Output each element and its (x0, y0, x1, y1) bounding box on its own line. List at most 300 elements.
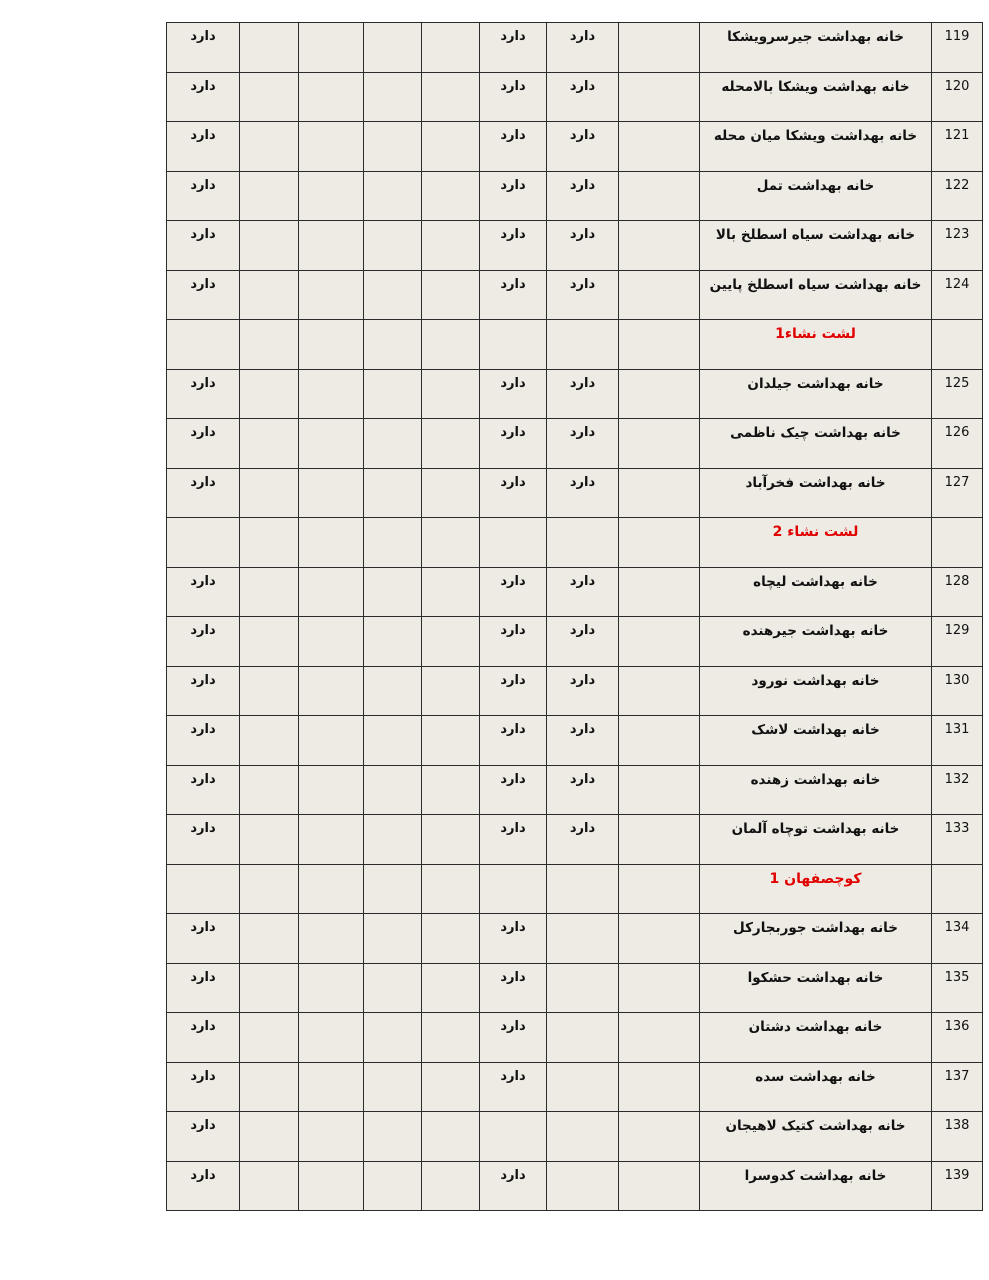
status-cell (480, 765, 547, 815)
status-cell (547, 468, 619, 518)
empty-cell (422, 72, 480, 122)
status-cell-text: دارد (500, 177, 526, 193)
facility-name (700, 666, 932, 716)
empty-cell (299, 864, 364, 914)
empty-cell (299, 221, 364, 271)
section-title-text: کوچصفهان 1 (769, 870, 862, 887)
status-cell-text: دارد (569, 177, 596, 193)
status-cell (167, 765, 240, 815)
row-number (932, 122, 983, 172)
empty-cell (364, 122, 422, 172)
row-number (932, 716, 983, 766)
status-cell (547, 1062, 619, 1112)
status-cell-text: دارد (569, 375, 596, 391)
empty-cell (299, 369, 364, 419)
empty-cell (619, 1161, 700, 1211)
status-cell (547, 815, 619, 865)
status-cell-text: دارد (500, 920, 526, 935)
empty-cell (240, 72, 299, 122)
section-title (700, 320, 932, 370)
facility-name-text: خانه بهداشت چیک ناظمی (730, 425, 901, 441)
row-number (932, 1013, 983, 1063)
empty-cell (619, 122, 700, 172)
empty-cell (422, 617, 480, 667)
status-cell (480, 72, 547, 122)
table-row (167, 765, 983, 815)
empty-cell (422, 864, 480, 914)
table-row (167, 122, 983, 172)
status-cell (547, 171, 619, 221)
empty-cell (240, 270, 299, 320)
empty-cell (299, 320, 364, 370)
status-cell (167, 1062, 240, 1112)
facility-name-text: خانه بهداشت لیچاه (753, 573, 878, 590)
status-cell-text (547, 1013, 618, 1019)
facility-name (700, 716, 932, 766)
table-row (167, 1112, 983, 1162)
status-cell (480, 221, 547, 271)
table-row (167, 815, 983, 865)
facility-name (700, 468, 932, 518)
status-cell (167, 963, 240, 1013)
status-cell-text: دارد (500, 969, 526, 985)
empty-cell (240, 1112, 299, 1162)
row-number-cell (932, 320, 983, 370)
empty-cell (422, 320, 480, 370)
row-number (932, 468, 983, 518)
status-cell-text: دارد (500, 276, 526, 292)
empty-cell (364, 369, 422, 419)
table-row (167, 1161, 983, 1211)
row-number-text: 126 (944, 425, 970, 440)
empty-cell (422, 1013, 480, 1063)
empty-cell (619, 369, 700, 419)
empty-cell (299, 963, 364, 1013)
empty-cell (240, 815, 299, 865)
empty-cell (364, 765, 422, 815)
status-cell (547, 963, 619, 1013)
table-row (167, 617, 983, 667)
table-row (167, 1013, 983, 1063)
empty-cell (422, 1112, 480, 1162)
table-row (167, 567, 983, 617)
empty-cell (167, 518, 240, 568)
empty-cell (619, 666, 700, 716)
empty-cell (619, 716, 700, 766)
row-number (932, 1112, 983, 1162)
empty-cell (240, 914, 299, 964)
empty-cell (422, 567, 480, 617)
row-number (932, 617, 983, 667)
empty-cell (422, 815, 480, 865)
empty-cell (619, 221, 700, 271)
row-number (932, 1062, 983, 1112)
status-cell-text: دارد (569, 474, 596, 490)
empty-cell (619, 1062, 700, 1112)
status-cell-text: دارد (569, 821, 596, 836)
facility-name (700, 1062, 932, 1112)
status-cell (480, 419, 547, 469)
empty-cell (299, 815, 364, 865)
row-number-text: 122 (944, 177, 970, 193)
status-cell (167, 468, 240, 518)
health-houses-table (166, 22, 983, 1211)
row-number-text: 139 (944, 1167, 970, 1183)
status-cell (547, 72, 619, 122)
facility-name (700, 122, 932, 172)
status-cell-text: دارد (190, 276, 216, 292)
empty-cell (547, 864, 619, 914)
empty-cell (364, 617, 422, 667)
status-cell-text: دارد (500, 29, 526, 44)
status-cell-text: دارد (569, 771, 596, 787)
empty-cell (240, 765, 299, 815)
status-cell (547, 1112, 619, 1162)
status-cell-text: دارد (500, 1068, 526, 1084)
empty-cell (364, 1062, 422, 1112)
empty-cell (422, 171, 480, 221)
empty-cell (364, 815, 422, 865)
empty-cell (299, 1062, 364, 1112)
status-cell-text: دارد (190, 969, 216, 985)
table-row (167, 23, 983, 73)
empty-cell (619, 171, 700, 221)
table-row (167, 666, 983, 716)
empty-cell (240, 666, 299, 716)
empty-cell (364, 1161, 422, 1211)
status-cell (167, 270, 240, 320)
empty-cell (299, 518, 364, 568)
empty-cell (619, 518, 700, 568)
status-cell-text: دارد (500, 474, 526, 490)
empty-cell (547, 320, 619, 370)
status-cell-text: دارد (190, 78, 216, 94)
empty-cell (547, 518, 619, 568)
empty-cell (364, 1013, 422, 1063)
status-cell-text: دارد (569, 29, 596, 44)
row-number-text: 125 (944, 375, 970, 391)
empty-cell (422, 468, 480, 518)
status-cell (480, 1062, 547, 1112)
empty-cell (422, 270, 480, 320)
table-row (167, 468, 983, 518)
section-row (167, 864, 983, 914)
row-number-text: 119 (944, 29, 970, 44)
empty-cell (299, 1161, 364, 1211)
status-cell-text: دارد (569, 722, 596, 737)
facility-name-text: خانه بهداشت جیلدان (747, 375, 884, 392)
empty-cell (422, 1062, 480, 1112)
empty-cell (364, 666, 422, 716)
status-cell-text (547, 1063, 618, 1069)
status-cell (167, 716, 240, 766)
facility-name (700, 1161, 932, 1211)
row-number-text: 124 (944, 276, 970, 292)
row-number (932, 419, 983, 469)
empty-cell (422, 914, 480, 964)
empty-cell (240, 1062, 299, 1112)
row-number (932, 171, 983, 221)
status-cell (480, 963, 547, 1013)
empty-cell (240, 567, 299, 617)
empty-cell (299, 1112, 364, 1162)
row-number-text: 121 (944, 128, 970, 143)
empty-cell (619, 1013, 700, 1063)
row-number-text: 123 (944, 227, 970, 242)
empty-cell (619, 419, 700, 469)
table-row (167, 963, 983, 1013)
status-cell-text: دارد (190, 425, 216, 440)
empty-cell (299, 1013, 364, 1063)
empty-cell (299, 122, 364, 172)
status-cell (547, 221, 619, 271)
row-number-text: 131 (944, 722, 970, 737)
status-cell-text: دارد (190, 177, 216, 193)
empty-cell (619, 72, 700, 122)
status-cell-text: دارد (190, 1167, 216, 1183)
empty-cell (240, 320, 299, 370)
status-cell-text: دارد (569, 276, 596, 292)
status-cell-text: دارد (190, 474, 216, 490)
status-cell-text: دارد (500, 227, 526, 242)
status-cell (547, 270, 619, 320)
empty-cell (299, 716, 364, 766)
status-cell-text: دارد (569, 78, 596, 94)
status-cell-text (547, 1162, 618, 1168)
row-number-text: 136 (944, 1019, 970, 1034)
status-cell (167, 221, 240, 271)
row-number-text: 132 (944, 771, 970, 787)
row-number (932, 1161, 983, 1211)
facility-name-text: خانه بهداشت فخرآباد (745, 474, 886, 491)
empty-cell (299, 666, 364, 716)
status-cell (547, 666, 619, 716)
empty-cell (619, 270, 700, 320)
status-cell (167, 666, 240, 716)
status-cell-text: دارد (500, 375, 526, 391)
row-number-text: 135 (944, 969, 970, 985)
facility-name-text: خانه بهداشت جوربجارکل (733, 920, 898, 936)
facility-name (700, 963, 932, 1013)
empty-cell (167, 320, 240, 370)
row-number-text: 133 (944, 821, 970, 836)
empty-cell (364, 567, 422, 617)
status-cell-text: دارد (500, 128, 526, 143)
status-cell-text: دارد (569, 672, 596, 688)
status-cell-text: دارد (500, 672, 526, 688)
table-row (167, 221, 983, 271)
empty-cell (619, 468, 700, 518)
facility-name (700, 369, 932, 419)
empty-cell (364, 72, 422, 122)
facility-name (700, 1112, 932, 1162)
empty-cell (364, 419, 422, 469)
status-cell-text: دارد (500, 821, 526, 836)
status-cell-text: دارد (190, 1118, 216, 1133)
empty-cell (619, 320, 700, 370)
status-cell (167, 1112, 240, 1162)
empty-cell (299, 468, 364, 518)
facility-name-text: خانه بهداشت تمل (756, 177, 875, 194)
facility-name (700, 1013, 932, 1063)
row-number-text: 127 (944, 474, 970, 490)
facility-name (700, 270, 932, 320)
status-cell-text: دارد (190, 623, 216, 638)
empty-cell (299, 567, 364, 617)
facility-name (700, 171, 932, 221)
status-cell (480, 1161, 547, 1211)
empty-cell (240, 221, 299, 271)
table-row (167, 270, 983, 320)
empty-cell (299, 171, 364, 221)
table-row (167, 419, 983, 469)
empty-cell (240, 23, 299, 73)
facility-name (700, 72, 932, 122)
facility-name-text: خانه بهداشت توچاه آلمان (731, 821, 900, 837)
facility-name-text: خانه بهداشت جیرهنده (742, 623, 889, 639)
status-cell (480, 567, 547, 617)
row-number-text: 134 (944, 920, 970, 935)
empty-cell (364, 23, 422, 73)
status-cell-text: دارد (190, 920, 216, 935)
status-cell (547, 765, 619, 815)
status-cell (480, 1112, 547, 1162)
row-number-text: 129 (944, 623, 970, 638)
facility-name-text: خانه بهداشت سده (755, 1068, 876, 1085)
status-cell-text: دارد (190, 375, 216, 391)
status-cell (547, 419, 619, 469)
row-number (932, 72, 983, 122)
facility-name-text: خانه بهداشت جیرسرویشکا (727, 29, 904, 45)
facility-name (700, 765, 932, 815)
status-cell-text: دارد (500, 722, 526, 737)
row-number (932, 567, 983, 617)
row-number-text: 128 (944, 573, 970, 589)
status-cell (480, 666, 547, 716)
row-number (932, 666, 983, 716)
status-cell-text: دارد (569, 128, 596, 143)
empty-cell (240, 171, 299, 221)
facility-name-text: خانه بهداشت ویشکا بالامحله (721, 78, 910, 95)
facility-name-text: خانه بهداشت کتیک لاهیجان (725, 1118, 906, 1134)
row-number-text: 130 (944, 672, 970, 688)
status-cell (547, 617, 619, 667)
status-cell (167, 567, 240, 617)
status-cell (547, 1161, 619, 1211)
status-cell (167, 72, 240, 122)
empty-cell (619, 1112, 700, 1162)
status-cell (167, 171, 240, 221)
status-cell-text: دارد (569, 227, 596, 242)
status-cell-text (480, 1112, 546, 1118)
status-cell (547, 914, 619, 964)
facility-name (700, 914, 932, 964)
facility-name (700, 815, 932, 865)
empty-cell (422, 122, 480, 172)
row-number (932, 221, 983, 271)
row-number (932, 963, 983, 1013)
empty-cell (422, 716, 480, 766)
table-row (167, 1062, 983, 1112)
empty-cell (619, 567, 700, 617)
status-cell-text: دارد (190, 29, 216, 44)
status-cell-text: دارد (500, 425, 526, 440)
status-cell (480, 617, 547, 667)
empty-cell (240, 617, 299, 667)
row-number-cell (932, 864, 983, 914)
status-cell (480, 716, 547, 766)
empty-cell (240, 1161, 299, 1211)
empty-cell (364, 518, 422, 568)
status-cell-text: دارد (190, 722, 216, 737)
status-cell (480, 815, 547, 865)
facility-name-text: خانه بهداشت لاشک (751, 722, 880, 738)
empty-cell (422, 369, 480, 419)
empty-cell (167, 864, 240, 914)
empty-cell (299, 72, 364, 122)
status-cell (167, 23, 240, 73)
section-title-text: لشت نشاء1 (775, 326, 856, 342)
status-cell (167, 419, 240, 469)
empty-cell (240, 419, 299, 469)
status-cell-text (547, 1112, 618, 1118)
empty-cell (422, 765, 480, 815)
status-cell-text: دارد (500, 623, 526, 638)
empty-cell (619, 617, 700, 667)
status-cell (547, 369, 619, 419)
facility-name (700, 419, 932, 469)
status-cell (167, 914, 240, 964)
row-number (932, 815, 983, 865)
empty-cell (299, 419, 364, 469)
empty-cell (240, 716, 299, 766)
row-number (932, 270, 983, 320)
status-cell (167, 1161, 240, 1211)
status-cell-text: دارد (500, 573, 526, 589)
empty-cell (422, 666, 480, 716)
empty-cell (299, 765, 364, 815)
empty-cell (299, 914, 364, 964)
empty-cell (240, 369, 299, 419)
empty-cell (240, 1013, 299, 1063)
status-cell (547, 716, 619, 766)
empty-cell (422, 419, 480, 469)
status-cell-text: دارد (500, 78, 526, 94)
empty-cell (364, 171, 422, 221)
facility-name-text: خانه بهداشت ویشکا میان محله (713, 128, 918, 144)
row-number-text: 137 (944, 1068, 970, 1084)
table-row (167, 914, 983, 964)
row-number (932, 23, 983, 73)
status-cell-text: دارد (190, 1068, 216, 1084)
facility-name-text: خانه بهداشت کدوسرا (744, 1167, 887, 1184)
empty-cell (364, 963, 422, 1013)
row-number (932, 914, 983, 964)
status-cell-text (547, 914, 618, 920)
status-cell (480, 171, 547, 221)
table-row (167, 72, 983, 122)
section-row (167, 518, 983, 568)
status-cell (547, 1013, 619, 1063)
status-cell-text: دارد (190, 771, 216, 787)
status-cell (167, 815, 240, 865)
status-cell (480, 1013, 547, 1063)
empty-cell (422, 23, 480, 73)
empty-cell (240, 518, 299, 568)
status-cell (167, 369, 240, 419)
status-cell (480, 270, 547, 320)
status-cell (480, 468, 547, 518)
